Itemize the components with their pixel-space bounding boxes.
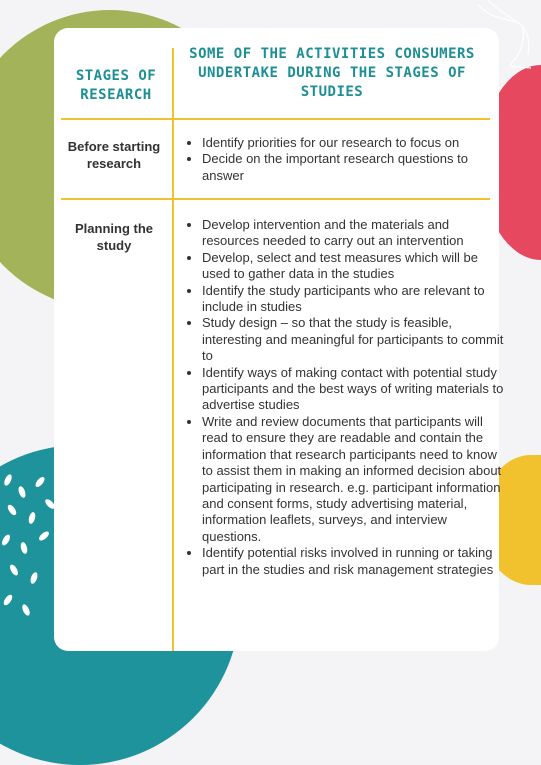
list-item: • Identify ways of making contact with potential study participants and the best ways of writing materials to advertise studies [202,365,504,414]
list-item: • Identify priorities for our research to focus on [202,135,504,151]
column-divider [172,48,174,651]
activities-planning [188,217,504,578]
header-divider [61,118,490,120]
list-item: • Study design – so that the study is feasible, interesting and meaningful for participants to commit to [202,315,504,364]
decorative-dots [0,470,60,630]
header-stages: STAGES OF RESEARCH [75,68,157,103]
stage-planning: Planning the study [75,221,153,253]
list-item: • Identify potential risks involved in running or taking part in the studies and risk management strategies [202,545,504,578]
research-stages-table [54,28,504,651]
activities-before-starting [188,135,504,184]
list-item: • Identify the study participants who are relevant to include in studies [202,283,504,316]
list-item: • Write and review documents that participants will read to ensure they are readable and contain the information that research participants need to know to assist them in making an informed decision about participating in research. e.g. participant information and consent forms, study advertising material, information leaflets, surveys, and interview questions. [202,414,504,545]
list-item: • Decide on the important research questions to answer [202,151,504,184]
stage-before-starting: Before starting research [67,139,161,171]
list-item: • Develop intervention and the materials and resources needed to carry out an intervention [202,217,504,250]
header-activities: SOME OF THE ACTIVITIES CONSUMERS UNDERTAKE DURING THE STAGES OF STUDIES [189,46,475,100]
row-divider [61,198,490,200]
list-item: • Develop, select and test measures which will be used to gather data in the studies [202,250,504,283]
